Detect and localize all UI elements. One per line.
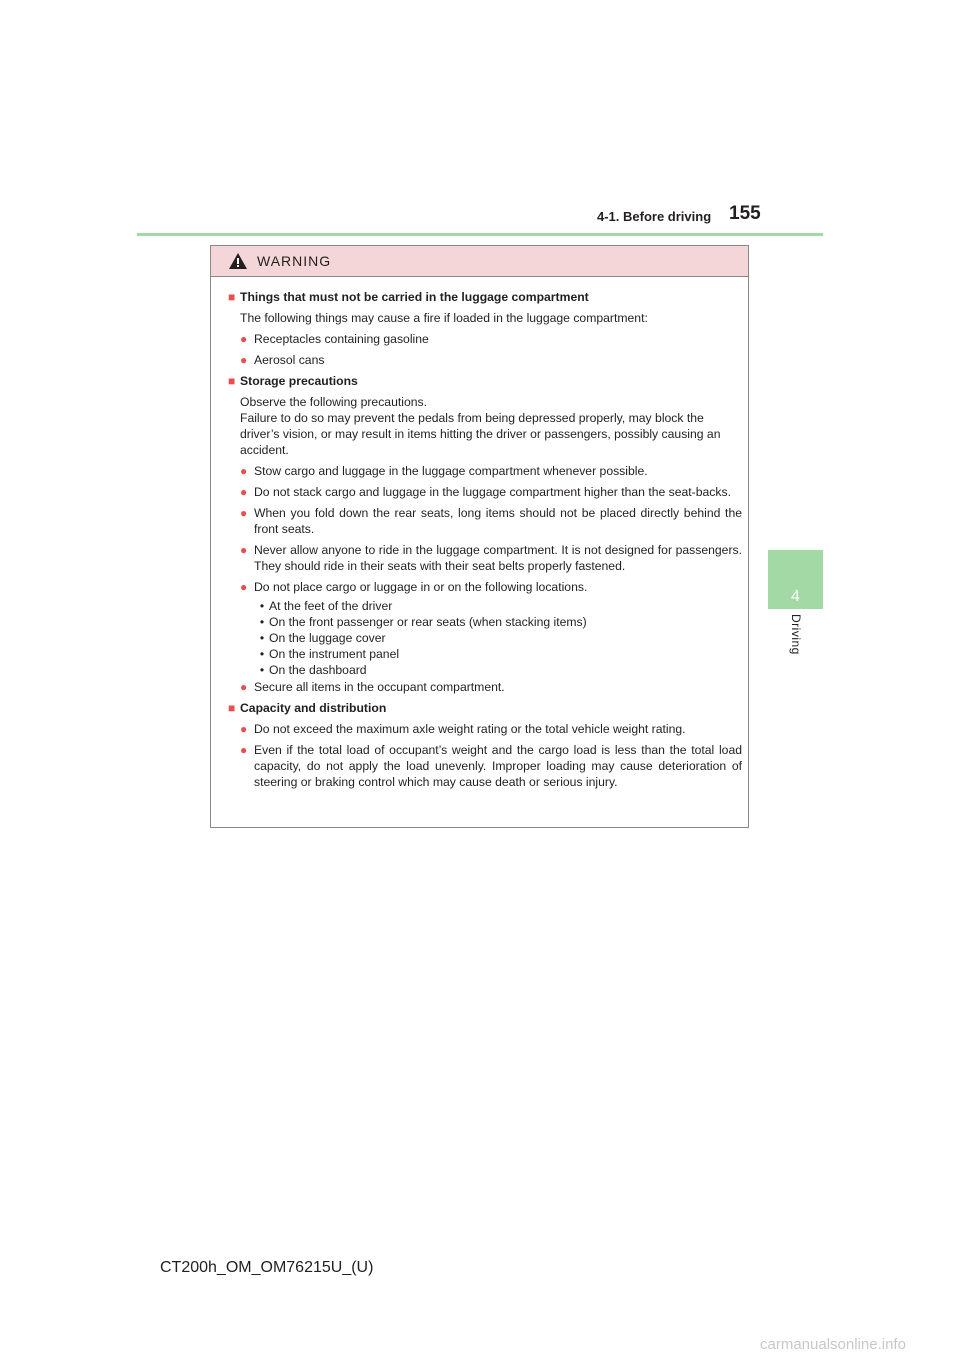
section-intro: The following things may cause a fire if loaded in the luggage compartment: bbox=[240, 311, 648, 325]
list-item: ● Do not stack cargo and luggage in the luggage compartment higher than the seat-backs. bbox=[240, 485, 731, 499]
location-item: • On the instrument panel bbox=[259, 647, 400, 661]
list-item: ● Never allow anyone to ride in the luggage compartment. It is not designed for passengers. They should ride in their seats with their seat belts properly fastened. bbox=[240, 543, 742, 573]
warning-triangle-icon bbox=[228, 252, 248, 270]
document-code: CT200h_OM_OM76215U_(U) bbox=[160, 1259, 374, 1276]
section-intro: Observe the following precautions. bbox=[240, 395, 427, 409]
square-bullet-icon: ■ bbox=[228, 290, 236, 304]
warning-header bbox=[211, 246, 748, 277]
round-bullet-icon: ● bbox=[240, 722, 248, 736]
watermark: carmanualsonline.info bbox=[760, 1336, 906, 1353]
round-bullet-icon: ● bbox=[240, 680, 248, 694]
location-item: • On the front passenger or rear seats (when stacking items) bbox=[259, 615, 587, 629]
warning-body bbox=[211, 277, 748, 790]
location-item: • On the luggage cover bbox=[259, 631, 386, 645]
section-title: 4-1. Before driving bbox=[597, 209, 712, 224]
location-item: • On the dashboard bbox=[259, 663, 367, 677]
list-item: ● Secure all items in the occupant compartment. bbox=[240, 680, 505, 694]
list-item: ● Receptacles containing gasoline bbox=[240, 332, 429, 346]
list-item: ● Do not place cargo or luggage in or on the following locations. bbox=[240, 580, 588, 594]
page-number: 155 bbox=[729, 203, 761, 224]
round-bullet-icon: ● bbox=[240, 332, 248, 346]
location-list bbox=[255, 598, 742, 678]
warning-heading: WARNING bbox=[257, 253, 332, 269]
round-bullet-icon: ● bbox=[240, 580, 248, 594]
square-bullet-icon: ■ bbox=[228, 701, 236, 715]
chapter-tab bbox=[768, 550, 823, 609]
header-divider bbox=[137, 233, 823, 236]
chapter-number: 4 bbox=[791, 588, 800, 605]
round-bullet-icon: ● bbox=[240, 485, 248, 499]
round-bullet-icon: ● bbox=[240, 353, 248, 367]
section-heading: ■ Things that must not be carried in the luggage compartment bbox=[228, 290, 589, 304]
list-item: ● When you fold down the rear seats, long items should not be placed directly behind the front seats. bbox=[240, 506, 742, 536]
location-item: • At the feet of the driver bbox=[259, 599, 393, 613]
round-bullet-icon: ● bbox=[240, 464, 248, 478]
round-bullet-icon: ● bbox=[240, 743, 248, 757]
section-intro: Failure to do so may prevent the pedals from being depressed properly, may block the driver’s vision, or may result in items hitting the driver or passengers, possibly causing an accident. bbox=[240, 411, 721, 457]
warning-box bbox=[210, 245, 749, 828]
list-item: ● Even if the total load of occupant’s weight and the cargo load is less than the total load capacity, do not apply the load unevenly. Improper loading may cause deterioration of steering or braking control which may cause death or serious injury. bbox=[240, 743, 742, 789]
section-heading: ■ Storage precautions bbox=[228, 374, 358, 388]
section-heading: ■ Capacity and distribution bbox=[228, 701, 387, 715]
round-bullet-icon: ● bbox=[240, 543, 248, 557]
chapter-label: Driving bbox=[789, 614, 803, 655]
round-bullet-icon: ● bbox=[240, 506, 248, 520]
list-item: ● Do not exceed the maximum axle weight rating or the total vehicle weight rating. bbox=[240, 722, 686, 736]
list-item: ● Stow cargo and luggage in the luggage compartment whenever possible. bbox=[240, 464, 648, 478]
square-bullet-icon: ■ bbox=[228, 374, 236, 388]
list-item: ● Aerosol cans bbox=[240, 353, 325, 367]
